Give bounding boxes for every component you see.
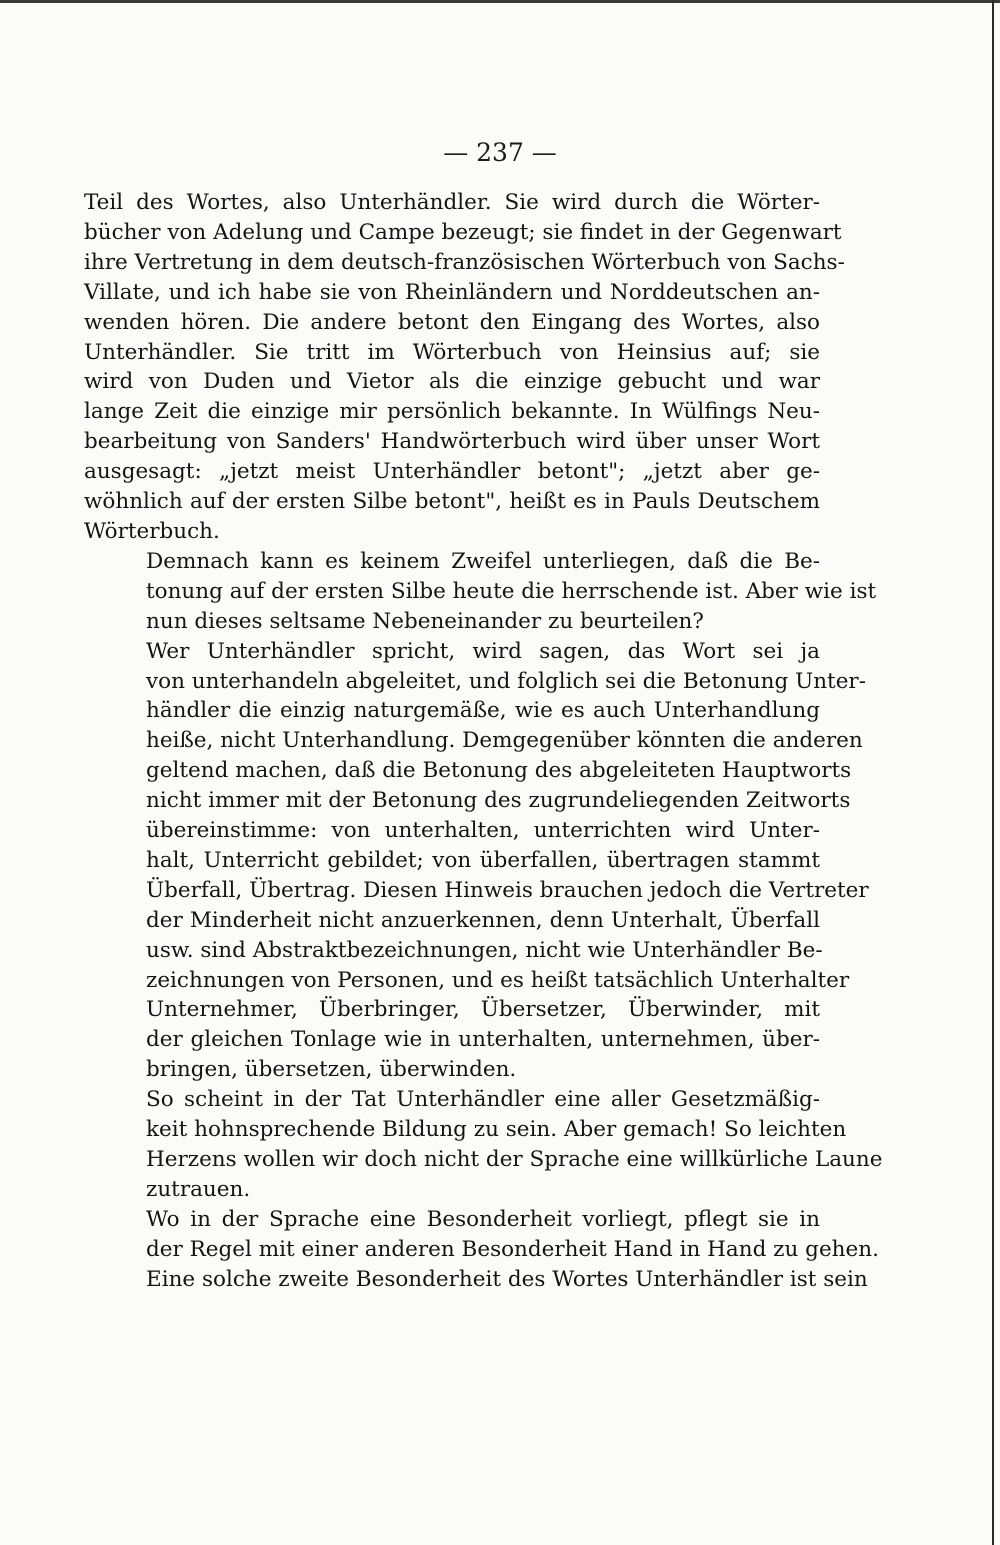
text-line: von unterhandeln abgeleitet, und folglich sei die Betonung Unter-	[146, 668, 866, 694]
text-line: zutrauen.	[146, 1176, 251, 1202]
text-line: der Minderheit nicht anzuerkennen, denn Unterhalt, Überfall	[146, 907, 820, 933]
text-line: heiße, nicht Unterhandlung. Demgegenüber könnten die anderen	[146, 728, 863, 754]
text-line: wöhnlich auf der ersten Silbe betont", heißt es in Pauls Deutschem	[84, 489, 820, 515]
text-line: So scheint in der Tat Unterhändler eine aller Gesetzmäßig-	[146, 1087, 820, 1113]
text-line: keit hohnsprechende Bildung zu sein. Aber gemach! So leichten	[146, 1117, 847, 1143]
paragraph	[84, 637, 869, 1086]
text-line: zeichnungen von Personen, und es heißt tatsächlich Unterhalter	[146, 967, 850, 993]
scan-right-edge	[992, 0, 994, 1545]
text-line: bearbeitung von Sanders' Handwörterbuch wird über unser Wort	[84, 429, 820, 455]
text-line: Wer Unterhändler spricht, wird sagen, das Wort sei ja	[146, 638, 820, 664]
text-line: Teil des Wortes, also Unterhändler. Sie wird durch die Wörter-	[84, 190, 820, 215]
text-line: der Regel mit einer anderen Besonderheit Hand in Hand zu gehen.	[146, 1236, 879, 1262]
text-line: usw. sind Abstraktbezeichnungen, nicht wie Unterhändler Be-	[146, 937, 823, 963]
text-line: Herzens wollen wir doch nicht der Sprache eine willkürliche Laune	[146, 1147, 883, 1172]
text-line: lange Zeit die einzige mir persönlich bekannte. In Wülfings Neu-	[84, 399, 820, 425]
text-line: Wo in der Sprache eine Besonderheit vorliegt, pflegt sie in	[146, 1206, 820, 1232]
text-line: Unterhändler. Sie tritt im Wörterbuch von Heinsius auf; sie	[84, 339, 820, 365]
text-line: Eine solche zweite Besonderheit des Wortes Unterhändler ist sein	[146, 1266, 868, 1292]
text-line: ihre Vertretung in dem deutsch-französischen Wörterbuch von Sachs-	[84, 249, 845, 275]
text-line: der gleichen Tonlage wie in unterhalten, unternehmen, über-	[146, 1027, 820, 1053]
text-line: Demnach kann es keinem Zweifel unterliegen, daß die Be-	[146, 548, 820, 574]
text-line: halt, Unterricht gebildet; von überfallen, übertragen stammt	[146, 847, 820, 873]
text-line: ausgesagt: „jetzt meist Unterhändler betont"; „jetzt aber ge-	[84, 459, 820, 485]
text-line: händler die einzig naturgemäße, wie es auch Unterhandlung	[146, 698, 820, 724]
text-line: bringen, übersetzen, überwinden.	[146, 1057, 517, 1083]
text-line: geltend machen, daß die Betonung des abgeleiteten Hauptworts	[146, 758, 852, 784]
scan-top-edge	[0, 0, 1000, 3]
paragraph	[84, 188, 845, 547]
text-line: wenden hören. Die andere betont den Eingang des Wortes, also	[84, 309, 820, 335]
text-line: tonung auf der ersten Silbe heute die herrschende ist. Aber wie ist	[146, 578, 877, 604]
body-text	[84, 188, 883, 1295]
text-line: nicht immer mit der Betonung des zugrundeliegenden Zeitworts	[146, 788, 851, 814]
text-line: nun dieses seltsame Nebeneinander zu beurteilen?	[146, 608, 704, 634]
text-line: Villate, und ich habe sie von Rheinländern und Norddeutschen an-	[84, 279, 820, 305]
text-line: Überfall, Übertrag. Diesen Hinweis brauchen jedoch die Vertreter	[146, 877, 869, 903]
text-line: wird von Duden und Vietor als die einzige gebucht und war	[84, 369, 820, 395]
page-number: — 237 —	[443, 138, 557, 167]
text-line: übereinstimme: von unterhalten, unterrichten wird Unter-	[146, 818, 820, 844]
paragraph	[84, 547, 877, 637]
paragraph	[84, 1085, 883, 1205]
text-line: Unternehmer, Überbringer, Übersetzer, Überwinder, mit	[146, 997, 820, 1023]
text-line: Wörterbuch.	[84, 518, 220, 544]
text-line: bücher von Adelung und Campe bezeugt; sie findet in der Gegenwart	[84, 219, 842, 245]
paragraph	[84, 1205, 879, 1295]
